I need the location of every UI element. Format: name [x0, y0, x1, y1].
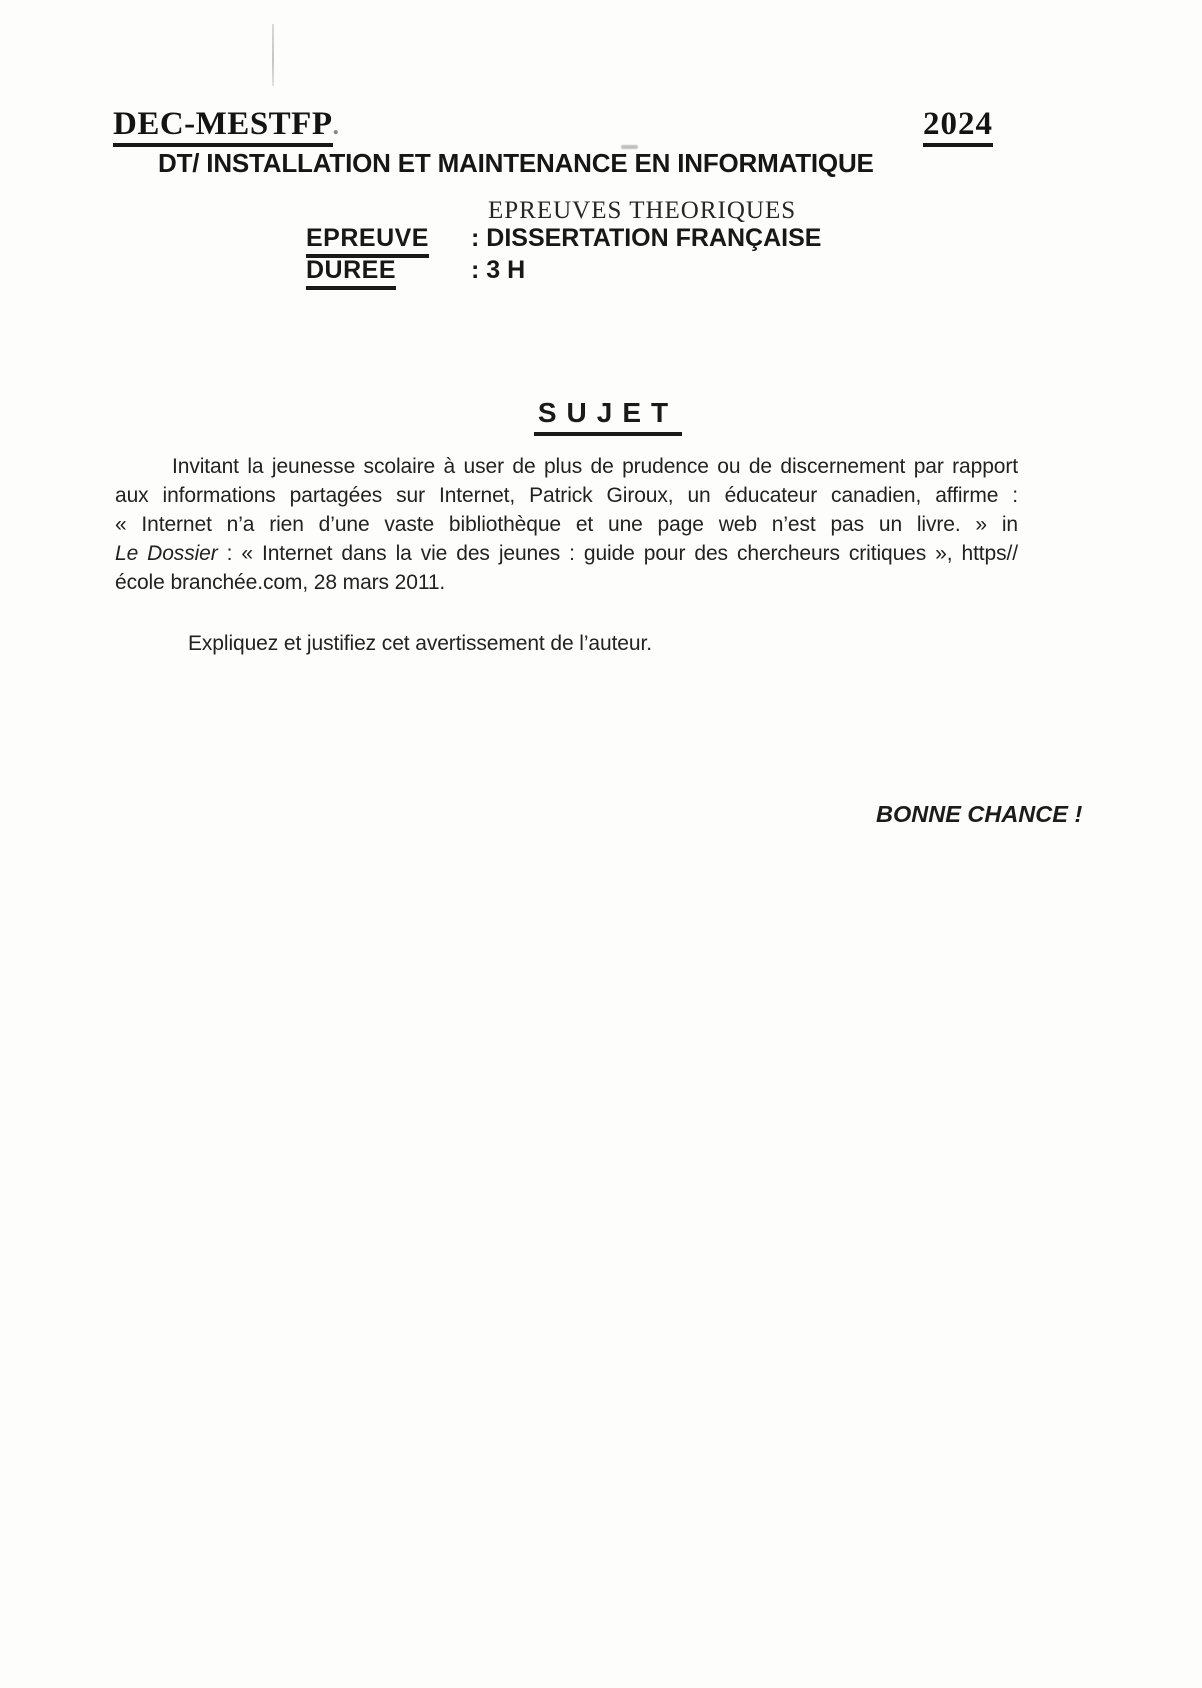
department-title: DT/ INSTALLATION ET MAINTENANCE EN INFORMATIQUE [158, 148, 874, 178]
exam-board-code [113, 106, 340, 147]
scan-artifact-vertical-line [272, 24, 274, 86]
subject-label-column [306, 224, 471, 258]
paragraph-line-4-rest: : « Internet dans la vie des jeunes : guide pour des chercheurs critiques », https// [217, 542, 1018, 565]
work-title-italic: Le Dossier [115, 542, 218, 565]
subject-label: EPREUVE [306, 224, 429, 258]
paragraph-line-2: aux informations partagées sur Internet, Patrick Giroux, un éducateur canadien, affirme : [115, 484, 1018, 507]
instruction-line: Expliquez et justifiez cet avertissement de l’auteur. [188, 632, 652, 655]
paragraph-line-5: école branchée.com, 28 mars 2011. [115, 571, 446, 594]
exam-year-text: 2024 [923, 106, 993, 147]
exam-series-title: EPREUVES THEORIQUES [488, 197, 797, 224]
exam-year [923, 106, 993, 147]
exam-board-code-text: DEC-MESTFP [113, 106, 333, 147]
duration-label-column [306, 256, 471, 290]
paragraph-line-4 [115, 539, 1018, 568]
subject-paragraph [115, 452, 1018, 597]
closing-message: BONNE CHANCE ! [876, 801, 1083, 827]
duration-line [306, 256, 525, 290]
subject-value: : DISSERTATION FRANÇAISE [471, 224, 822, 252]
section-title-sujet: SUJET [534, 397, 682, 436]
paragraph-line-3: « Internet n’a rien d’une vaste bibliothèque et une page web n’est pas un livre. » in [115, 513, 1018, 536]
paragraph-line-1: Invitant la jeunesse scolaire à user de plus de prudence ou de discernement par rapport [172, 455, 1018, 478]
exam-board-code-period: . [332, 111, 340, 140]
subject-line [306, 224, 821, 258]
duration-value: : 3 H [471, 256, 526, 284]
duration-label: DUREE [306, 256, 396, 290]
section-title-wrapper [0, 397, 1202, 436]
